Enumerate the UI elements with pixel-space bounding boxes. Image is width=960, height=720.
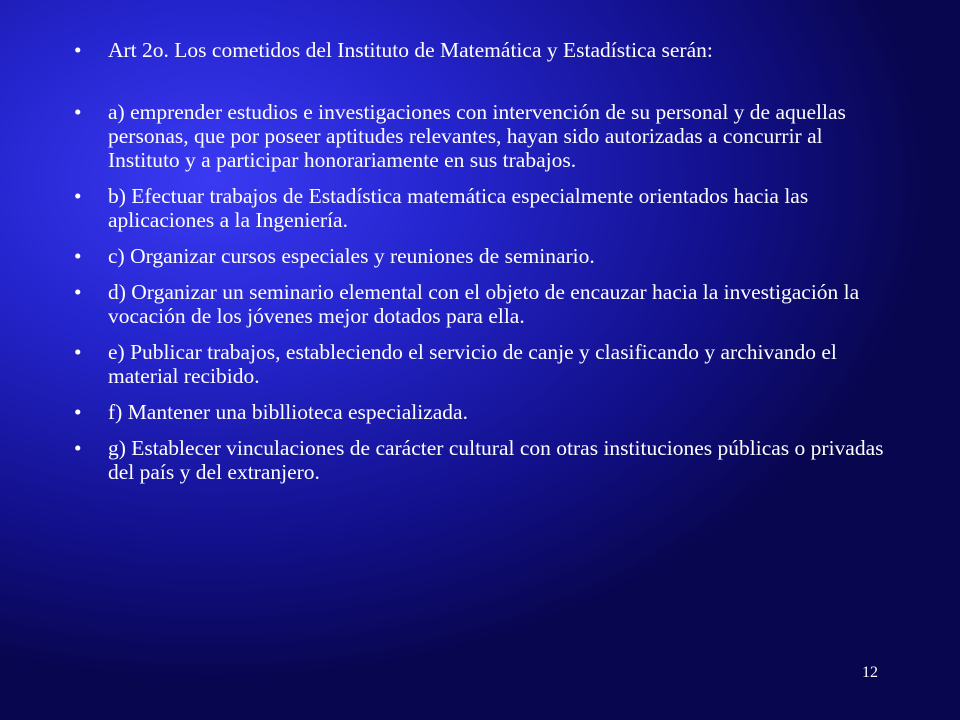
bullet-text: g) Establecer vinculaciones de carácter cultural con otras instituciones públicas o privadas del país y del extranjero.	[108, 436, 884, 484]
bullet-list	[74, 38, 894, 496]
bullet-text: b) Efectuar trabajos de Estadística matemática especialmente orientados hacia las aplicaciones a la Ingeniería.	[108, 184, 809, 232]
bullet-icon: •	[74, 280, 82, 304]
page-number: 12	[862, 664, 878, 681]
bullet-item-b	[74, 184, 894, 232]
bullet-icon: •	[74, 400, 82, 424]
bullet-item-g	[74, 436, 894, 484]
bullet-icon: •	[74, 38, 82, 62]
bullet-icon: •	[74, 184, 82, 208]
bullet-item-a	[74, 100, 894, 172]
bullet-text: c) Organizar cursos especiales y reuniones de seminario.	[108, 244, 595, 268]
bullet-text: Art 2o. Los cometidos del Instituto de Matemática y Estadística serán:	[108, 38, 713, 62]
bullet-item-d	[74, 280, 894, 328]
bullet-icon: •	[74, 436, 82, 460]
bullet-item-e	[74, 340, 894, 388]
bullet-icon: •	[74, 340, 82, 364]
bullet-text: f) Mantener una bibllioteca especializada.	[108, 400, 468, 424]
bullet-item-intro	[74, 38, 894, 62]
bullet-icon: •	[74, 244, 82, 268]
bullet-text: d) Organizar un seminario elemental con el objeto de encauzar hacia la investigación la vocación de los jóvenes mejor dotados para ella.	[108, 280, 860, 328]
bullet-text: e) Publicar trabajos, estableciendo el servicio de canje y clasificando y archivando el material recibido.	[108, 340, 837, 388]
bullet-text: a) emprender estudios e investigaciones con intervención de su personal y de aquellas personas, que por poseer aptitudes relevantes, hayan sido autorizadas a concurrir al Instituto y a participar honorariamente en sus trabajos.	[108, 100, 846, 172]
bullet-item-c	[74, 244, 894, 268]
bullet-item-f	[74, 400, 894, 424]
bullet-icon: •	[74, 100, 82, 124]
